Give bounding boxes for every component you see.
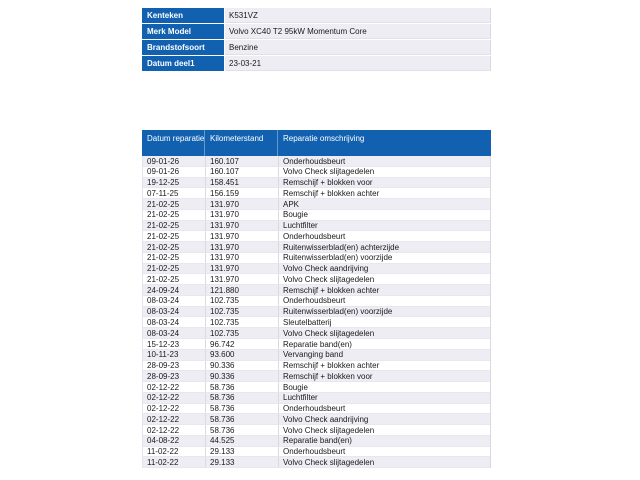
repair-description-cell: Volvo Check aandrijving xyxy=(283,264,369,274)
odometer-cell: 160.107 xyxy=(206,167,279,177)
odometer-cell: 58.736 xyxy=(206,393,279,403)
vehicle-info-value: K531VZ xyxy=(225,8,491,23)
column-header-odometer: Kilometerstand xyxy=(205,130,278,156)
odometer-cell: 102.735 xyxy=(206,296,279,306)
repair-description-cell: Reparatie band(en) xyxy=(283,339,352,349)
vehicle-info-label: Brandstofsoort xyxy=(142,40,224,55)
repair-description-cell: Ruitenwisserblad(en) achterzijde xyxy=(283,242,400,252)
vehicle-info-table xyxy=(142,8,491,72)
odometer-cell: 160.107 xyxy=(206,156,279,166)
repair-date-cell: 02-12-22 xyxy=(143,393,206,403)
vehicle-info-label: Kenteken xyxy=(142,8,224,23)
odometer-cell: 102.735 xyxy=(206,317,279,327)
odometer-cell: 93.600 xyxy=(206,350,279,360)
vehicle-info-label: Merk Model xyxy=(142,24,224,39)
repair-description-cell: Sleutelbatterij xyxy=(283,317,332,327)
repair-description-cell: Bougie xyxy=(283,382,308,392)
table-row xyxy=(143,264,490,275)
repair-history-table xyxy=(142,130,491,468)
repair-date-cell: 08-03-24 xyxy=(143,307,206,317)
column-header-description: Reparatie omschrijving xyxy=(283,134,365,143)
table-row xyxy=(143,393,490,404)
repair-description-cell: Volvo Check slijtagedelen xyxy=(283,274,375,284)
table-row xyxy=(143,242,490,253)
odometer-cell: 90.336 xyxy=(206,371,279,381)
repair-description-cell: Onderhoudsbeurt xyxy=(283,404,346,414)
table-row xyxy=(143,210,490,221)
table-row xyxy=(143,350,490,361)
repair-description-cell: Volvo Check slijtagedelen xyxy=(283,425,375,435)
repair-date-cell: 08-03-24 xyxy=(143,296,206,306)
repair-description-cell: Ruitenwisserblad(en) voorzijde xyxy=(283,253,393,263)
odometer-cell: 131.970 xyxy=(206,231,279,241)
repair-description-cell: Onderhoudsbeurt xyxy=(283,447,346,457)
odometer-cell: 29.133 xyxy=(206,447,279,457)
repair-date-cell: 21-02-25 xyxy=(143,199,206,209)
repair-date-cell: 02-12-22 xyxy=(143,414,206,424)
repair-date-cell: 11-02-22 xyxy=(143,457,206,467)
repair-description-cell: Remschijf + blokken achter xyxy=(283,361,380,371)
vehicle-info-row xyxy=(142,56,491,72)
odometer-cell: 131.970 xyxy=(206,274,279,284)
vehicle-info-row xyxy=(142,40,491,56)
vehicle-info-row xyxy=(142,24,491,40)
table-row xyxy=(143,231,490,242)
repair-description-cell: Ruitenwisserblad(en) voorzijde xyxy=(283,307,393,317)
vehicle-info-value: 23-03-21 xyxy=(225,56,491,71)
odometer-cell: 131.970 xyxy=(206,253,279,263)
table-body xyxy=(142,156,491,468)
table-header xyxy=(142,130,491,156)
odometer-cell: 44.525 xyxy=(206,436,279,446)
repair-description-cell: Remschijf + blokken voor xyxy=(283,178,373,188)
repair-date-cell: 15-12-23 xyxy=(143,339,206,349)
vehicle-info-label: Datum deel1 xyxy=(142,56,224,71)
table-row xyxy=(143,274,490,285)
table-row xyxy=(143,167,490,178)
odometer-cell: 58.736 xyxy=(206,425,279,435)
repair-description-cell: Remschijf + blokken achter xyxy=(283,285,380,295)
repair-date-cell: 10-11-23 xyxy=(143,350,206,360)
repair-date-cell: 08-03-24 xyxy=(143,328,206,338)
repair-description-cell: Bougie xyxy=(283,210,308,220)
repair-date-cell: 24-09-24 xyxy=(143,285,206,295)
repair-date-cell: 19-12-25 xyxy=(143,178,206,188)
repair-date-cell: 21-02-25 xyxy=(143,242,206,252)
repair-date-cell: 02-12-22 xyxy=(143,404,206,414)
repair-description-cell: Luchtfilter xyxy=(283,221,318,231)
odometer-cell: 131.970 xyxy=(206,264,279,274)
repair-description-cell: Remschijf + blokken voor xyxy=(283,371,373,381)
repair-date-cell: 04-08-22 xyxy=(143,436,206,446)
repair-date-cell: 21-02-25 xyxy=(143,264,206,274)
odometer-cell: 156.159 xyxy=(206,188,279,198)
repair-date-cell: 21-02-25 xyxy=(143,253,206,263)
repair-date-cell: 08-03-24 xyxy=(143,317,206,327)
table-row xyxy=(143,361,490,372)
vehicle-info-value: Volvo XC40 T2 95kW Momentum Core xyxy=(225,24,491,39)
repair-date-cell: 02-12-22 xyxy=(143,425,206,435)
table-row xyxy=(143,156,490,167)
repair-description-cell: Volvo Check slijtagedelen xyxy=(283,457,375,467)
repair-date-cell: 21-02-25 xyxy=(143,210,206,220)
table-row xyxy=(143,371,490,382)
repair-description-cell: Reparatie band(en) xyxy=(283,436,352,446)
repair-description-cell: Onderhoudsbeurt xyxy=(283,296,346,306)
table-row xyxy=(143,382,490,393)
table-row xyxy=(143,178,490,189)
table-row xyxy=(143,317,490,328)
table-row xyxy=(143,221,490,232)
table-row xyxy=(143,307,490,318)
repair-description-cell: APK xyxy=(283,199,300,209)
table-row xyxy=(143,253,490,264)
table-row xyxy=(143,199,490,210)
repair-description-cell: Luchtfilter xyxy=(283,393,318,403)
odometer-cell: 102.735 xyxy=(206,307,279,317)
repair-date-cell: 21-02-25 xyxy=(143,231,206,241)
odometer-cell: 96.742 xyxy=(206,339,279,349)
repair-date-cell: 09-01-26 xyxy=(143,167,206,177)
table-row xyxy=(143,457,490,468)
odometer-cell: 131.970 xyxy=(206,210,279,220)
table-row xyxy=(143,188,490,199)
odometer-cell: 29.133 xyxy=(206,457,279,467)
odometer-cell: 131.970 xyxy=(206,242,279,252)
odometer-cell: 58.736 xyxy=(206,414,279,424)
repair-date-cell: 21-02-25 xyxy=(143,274,206,284)
odometer-cell: 158.451 xyxy=(206,178,279,188)
table-row xyxy=(143,404,490,415)
repair-date-cell: 11-02-22 xyxy=(143,447,206,457)
repair-date-cell: 07-11-25 xyxy=(143,188,206,198)
repair-description-cell: Volvo Check slijtagedelen xyxy=(283,328,375,338)
table-row xyxy=(143,425,490,436)
column-header-date: Datum reparatie xyxy=(142,130,205,156)
repair-date-cell: 09-01-26 xyxy=(143,156,206,166)
odometer-cell: 90.336 xyxy=(206,361,279,371)
repair-date-cell: 28-09-23 xyxy=(143,361,206,371)
repair-description-cell: Remschijf + blokken achter xyxy=(283,188,380,198)
repair-date-cell: 28-09-23 xyxy=(143,371,206,381)
odometer-cell: 58.736 xyxy=(206,382,279,392)
vehicle-info-row xyxy=(142,8,491,24)
odometer-cell: 121.880 xyxy=(206,285,279,295)
table-row xyxy=(143,436,490,447)
repair-description-cell: Onderhoudsbeurt xyxy=(283,156,346,166)
odometer-cell: 102.735 xyxy=(206,328,279,338)
odometer-cell: 131.970 xyxy=(206,199,279,209)
table-row xyxy=(143,447,490,458)
odometer-cell: 58.736 xyxy=(206,404,279,414)
repair-date-cell: 02-12-22 xyxy=(143,382,206,392)
table-row xyxy=(143,414,490,425)
odometer-cell: 131.970 xyxy=(206,221,279,231)
repair-description-cell: Volvo Check slijtagedelen xyxy=(283,167,375,177)
table-row xyxy=(143,339,490,350)
table-row xyxy=(143,328,490,339)
table-row xyxy=(143,285,490,296)
repair-description-cell: Volvo Check aandrijving xyxy=(283,414,369,424)
vehicle-info-value: Benzine xyxy=(225,40,491,55)
repair-description-cell: Vervanging band xyxy=(283,350,344,360)
repair-description-cell: Onderhoudsbeurt xyxy=(283,231,346,241)
table-row xyxy=(143,296,490,307)
repair-date-cell: 21-02-25 xyxy=(143,221,206,231)
